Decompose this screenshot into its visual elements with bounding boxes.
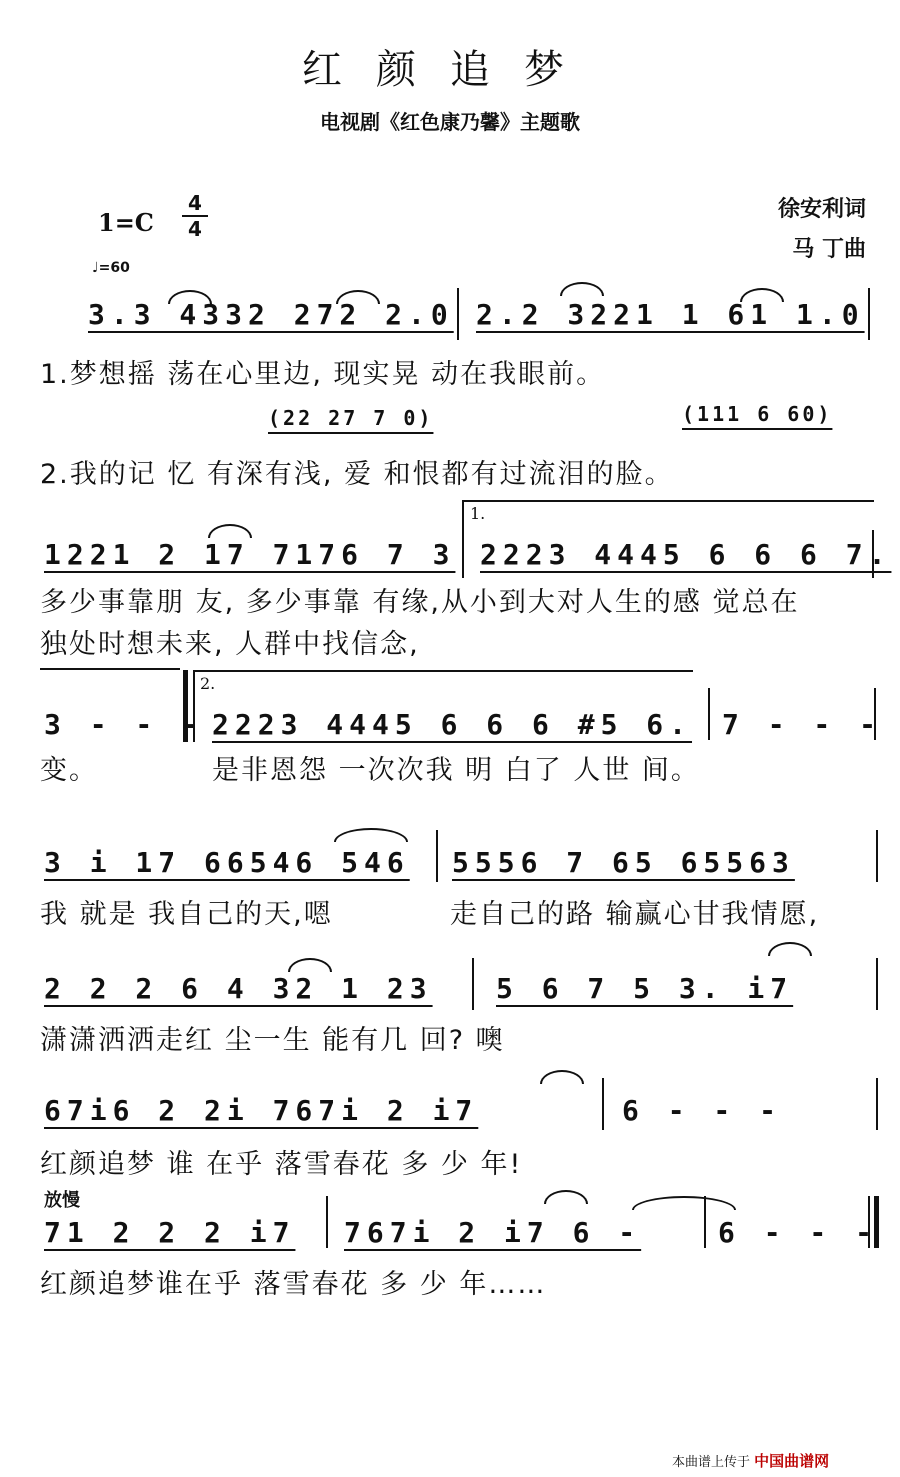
line1-notes-a: 3.3 4332 272 2.0 <box>88 298 454 331</box>
line2-notes-b: 2223 4445 6 6 6 7. <box>480 538 892 571</box>
volta-1: 1. <box>470 504 486 523</box>
tie <box>336 290 380 304</box>
time-signature <box>182 192 208 240</box>
barline <box>874 688 876 740</box>
line3-notes-c: 7 - - - <box>722 708 883 741</box>
volta-2: 2. <box>200 674 216 693</box>
tie <box>540 1070 584 1084</box>
barline <box>876 1078 878 1130</box>
tie <box>740 288 784 302</box>
barline <box>872 530 874 578</box>
time-signature-top: 4 <box>188 191 202 215</box>
line5-notes-b: 5 6 7 5 3. i7 <box>496 972 794 1005</box>
final-barline-thick <box>874 1196 879 1248</box>
tie <box>288 958 332 972</box>
line7-notes-b: 767i 2 i7 6 - <box>344 1216 642 1249</box>
composer-credit: 马 丁曲 <box>792 236 866 262</box>
barline <box>436 830 438 882</box>
tie <box>560 282 604 296</box>
repeat-barline <box>183 670 188 742</box>
barline <box>708 688 710 740</box>
barline <box>457 288 459 340</box>
tie <box>768 942 812 956</box>
footer-prefix: 本曲谱上传于 <box>672 1455 751 1470</box>
line6-lyric: 红颜追梦 谁 在乎 落雪春花 多 少 年! <box>40 1149 523 1180</box>
line1-alt-notes-a: (22 27 7 0) <box>268 406 434 430</box>
tie <box>632 1196 736 1210</box>
line3-notes-a: 3 - - - <box>44 708 205 741</box>
barline <box>876 958 878 1010</box>
volta-bracket <box>462 500 874 502</box>
slow-down-marking: 放慢 <box>44 1190 80 1211</box>
tempo-marking: ♩=60 <box>92 260 130 276</box>
line4-lyric-a: 我 就是 我自己的天,嗯 <box>40 899 333 930</box>
line1-notes-b: 2.2 3221 1 61 1.0 <box>476 298 865 331</box>
barline <box>462 500 464 578</box>
line6-notes-b: 6 - - - <box>622 1094 783 1127</box>
line7-notes-a: 71 2 2 2 i7 <box>44 1216 296 1249</box>
line1-alt-notes-b: (111 6 60) <box>682 402 833 426</box>
barline <box>472 958 474 1010</box>
barline <box>868 288 870 340</box>
song-subtitle: 电视剧《红色康乃馨》主题歌 <box>320 110 580 134</box>
final-barline <box>868 1196 870 1248</box>
time-signature-bottom: 4 <box>188 217 202 241</box>
volta-bracket-end <box>40 668 180 670</box>
line7-lyric: 红颜追梦谁在乎 落雪春花 多 少 年…… <box>40 1269 547 1300</box>
line2-lyric-verse1: 多少事靠朋 友, 多少事靠 有缘,从小到大对人生的感 觉总在 <box>40 587 800 618</box>
line2-lyric-verse2: 独处时想未来, 人群中找信念, <box>40 629 420 660</box>
line6-notes-a: 67i6 2 2i 767i 2 i7 <box>44 1094 479 1127</box>
volta-bracket <box>193 670 693 672</box>
tie <box>334 828 408 842</box>
line4-notes-b: 5556 7 65 65563 <box>452 846 795 879</box>
line2-notes-a: 1221 2 17 7176 7 3 <box>44 538 456 571</box>
key-signature: 1=C <box>98 208 154 237</box>
line3-notes-b: 2223 4445 6 6 6 #5 6. <box>212 708 693 741</box>
line7-notes-c: 6 - - - <box>718 1216 879 1249</box>
footer-site[interactable]: 中国曲谱网 <box>754 1452 830 1470</box>
line5-lyric: 潇潇洒洒走红 尘一生 能有几 回? 噢 <box>40 1025 505 1056</box>
lyricist-credit: 徐安利词 <box>777 196 866 222</box>
tie <box>208 524 252 538</box>
line4-lyric-b: 走自己的路 输赢心甘我情愿, <box>450 899 820 930</box>
line5-notes-a: 2 2 2 6 4 32 1 23 <box>44 972 433 1005</box>
song-title: 红颜追梦 <box>302 47 598 93</box>
tie <box>168 290 212 304</box>
barline <box>602 1078 604 1130</box>
line1-lyric-verse1: 1.梦想摇 荡在心里边, 现实晃 动在我眼前。 <box>40 359 606 390</box>
line3-lyric-a: 变。 <box>40 755 98 786</box>
tie <box>544 1190 588 1204</box>
footer-credit <box>672 1450 829 1471</box>
line4-notes-a: 3 i 17 66546 546 <box>44 846 410 879</box>
repeat-barline <box>193 670 195 742</box>
barline <box>876 830 878 882</box>
line1-lyric-verse2: 2.我的记 忆 有深有浅, 爱 和恨都有过流泪的脸。 <box>40 459 674 490</box>
line3-lyric-b: 是非恩怨 一次次我 明 白了 人世 间。 <box>212 755 700 786</box>
barline <box>326 1196 328 1248</box>
